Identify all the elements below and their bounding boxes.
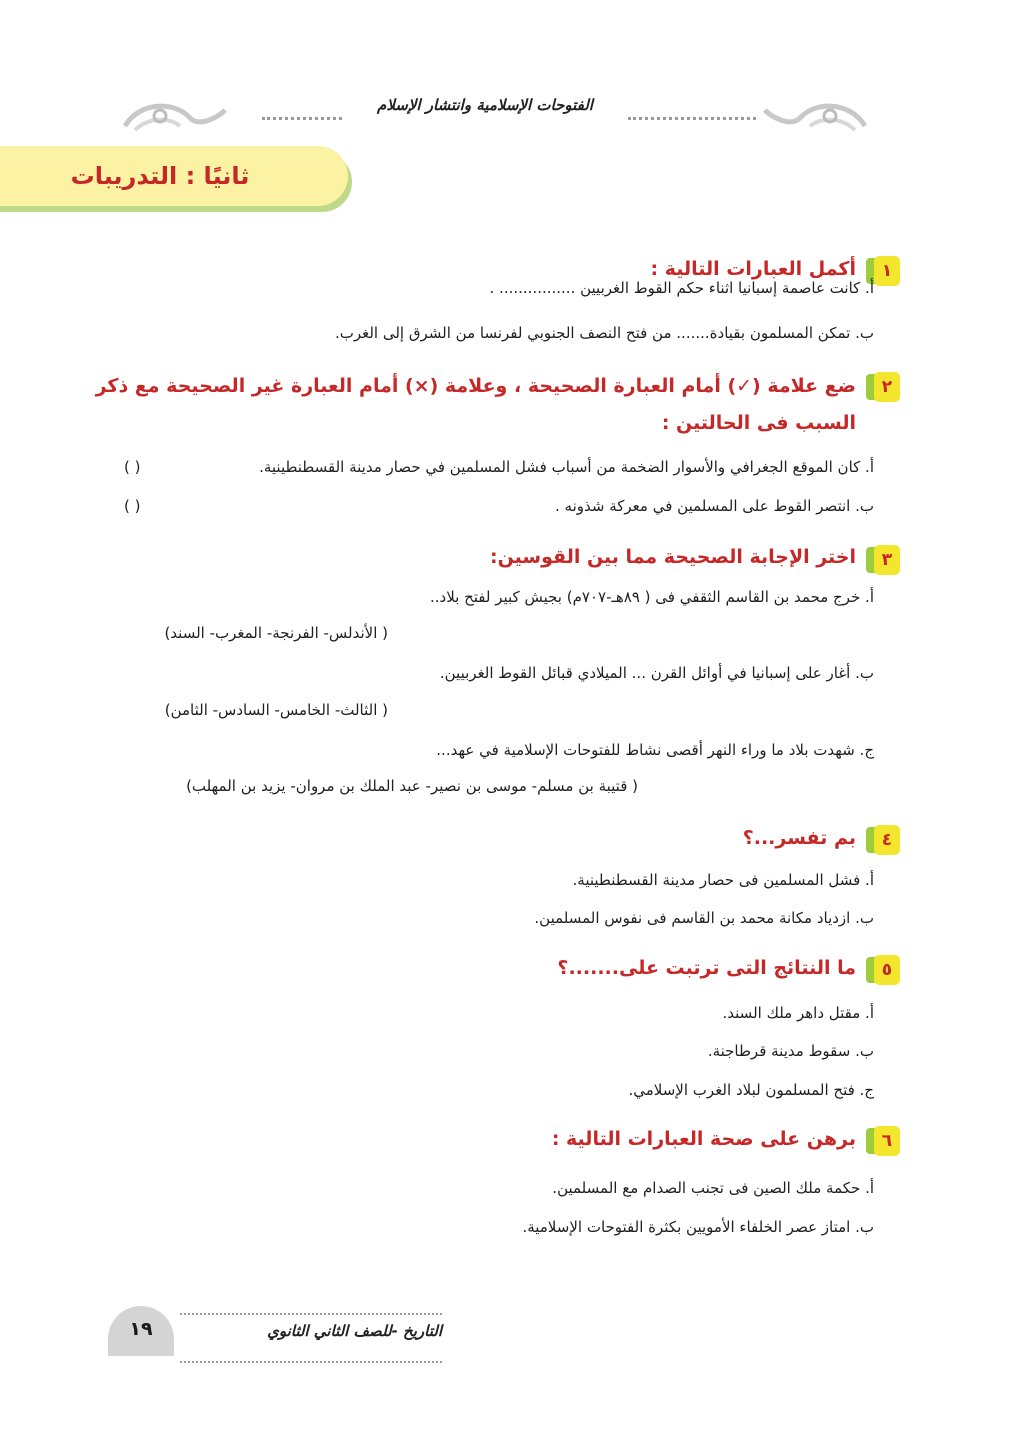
question-item: ب. أغار على إسبانيا في أوائل القرن ... الميلادي قبائل القوط الغربيين.	[439, 664, 874, 682]
header-dots-right	[628, 117, 756, 120]
footer-dots-bottom	[180, 1361, 442, 1363]
answer-box: ( )	[124, 458, 141, 476]
question-heading: ضع علامة (✓) أمام العبارة الصحيحة ، وعلامة (×) أمام العبارة غير الصحيحة مع ذكر	[95, 375, 856, 397]
question-options: ( قتيبة بن مسلم- موسى بن نصير- عبد الملك بن مروان- يزيد بن المهلب)	[186, 777, 638, 795]
right-ornament-icon	[760, 96, 870, 138]
page-header-title: الفتوحات الإسلامية وانتشار الإسلام	[377, 96, 593, 114]
question-heading: اختر الإجابة الصحيحة مما بين القوسين:	[489, 546, 856, 568]
question-number-badge: ٦	[866, 1126, 900, 1156]
question-item: ب. سقوط مدينة قرطاجنة.	[707, 1042, 874, 1060]
question-number-badge: ٣	[866, 545, 900, 575]
footer-dots-top	[180, 1313, 442, 1315]
question-item: أ. كان الموقع الجغرافي والأسوار الضخمة من أسباب فشل المسلمين في حصار مدينة القسطنطينية.	[259, 458, 874, 476]
answer-box: ( )	[124, 497, 141, 515]
page-number: ١٩	[129, 1318, 153, 1340]
section-banner	[0, 146, 348, 206]
left-ornament-icon	[120, 96, 230, 138]
question-number-badge: ٢	[866, 372, 900, 402]
question-item: ب. انتصر القوط على المسلمين في معركة شذونه .	[555, 497, 874, 515]
section-title: ثانيًا : التدريبات	[70, 162, 250, 190]
question-number-badge: ١	[866, 256, 900, 286]
question-heading: برهن على صحة العبارات التالية :	[551, 1128, 856, 1150]
question-heading-continued: السبب فى الحالتين :	[661, 412, 856, 434]
question-options: ( الأندلس- الفرنجة- المغرب- السند)	[164, 624, 388, 642]
question-item: أ. كانت عاصمة إسبانيا اثناء حكم القوط الغربيين ................ .	[489, 279, 874, 297]
footer-book-title: التاريخ -للصف الثاني الثانوي	[267, 1322, 442, 1340]
question-item: أ. حكمة ملك الصين فى تجنب الصدام مع المسلمين.	[552, 1179, 874, 1197]
question-item: ج. شهدت بلاد ما وراء النهر أقصى نشاط للفتوحات الإسلامية في عهد...	[436, 741, 874, 759]
header-dots-left	[262, 117, 342, 120]
question-item: ج. فتح المسلمون لبلاد الغرب الإسلامي.	[628, 1081, 874, 1099]
question-number-badge: ٥	[866, 955, 900, 985]
question-item: ب. امتاز عصر الخلفاء الأمويين بكثرة الفتوحات الإسلامية.	[522, 1218, 874, 1236]
question-number-badge: ٤	[866, 825, 900, 855]
question-item: ب. ازدياد مكانة محمد بن القاسم فى نفوس المسلمين.	[534, 909, 874, 927]
question-item: ب. تمكن المسلمون بقيادة....... من فتح النصف الجنوبي لفرنسا من الشرق إلى الغرب.	[334, 324, 874, 342]
question-heading: بم تفسر...؟	[742, 827, 856, 849]
question-item: أ. فشل المسلمين فى حصار مدينة القسطنطينية.	[572, 871, 874, 889]
question-options: ( الثالث- الخامس- السادس- الثامن)	[164, 701, 388, 719]
question-heading: ما النتائج التى ترتبت على.......؟	[557, 957, 856, 979]
question-item: أ. مقتل داهر ملك السند.	[722, 1004, 874, 1022]
question-item: أ. خرج محمد بن القاسم الثقفي فى ( ٨٩هـ-٧٠٧م) بجيش كبير لفتح بلاد..	[429, 588, 874, 606]
question-heading: أكمل العبارات التالية :	[650, 258, 856, 280]
